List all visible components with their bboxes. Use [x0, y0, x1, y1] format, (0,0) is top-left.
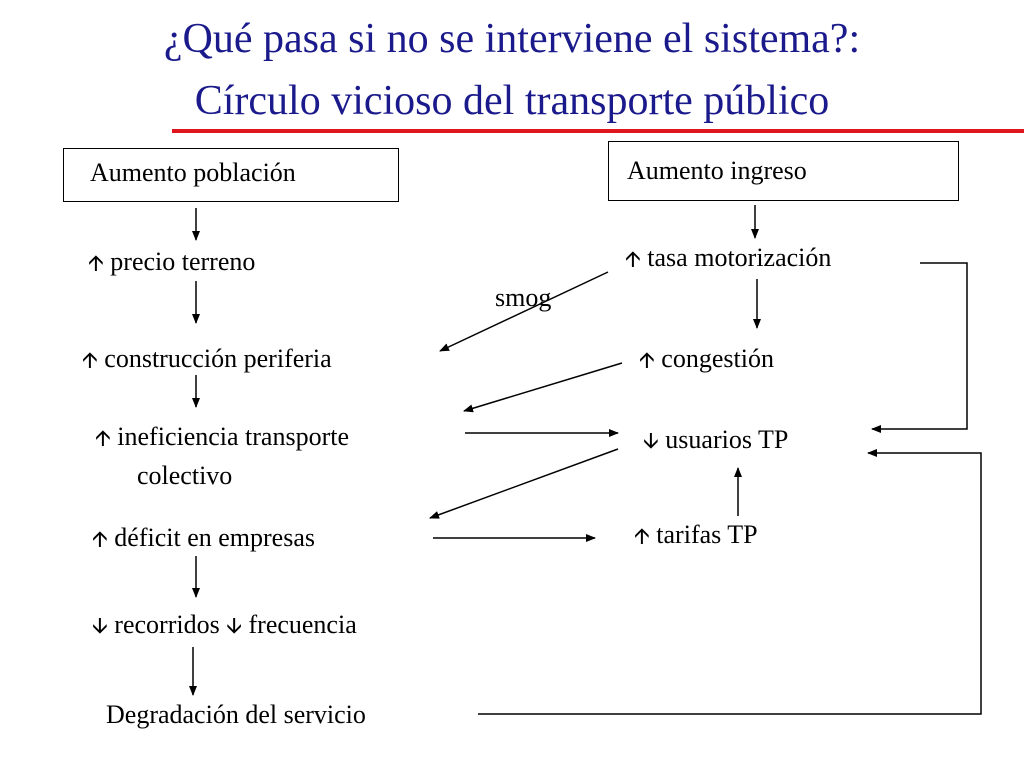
down-arrow-icon: 🡫 — [92, 614, 108, 639]
node-ineficiencia-label-line-2: colectivo — [137, 461, 233, 490]
node-degradacion-servicio: Degradación del servicio — [106, 700, 366, 729]
node-recorridos-label: recorridos — [114, 610, 220, 639]
up-arrow-icon: 🡩 — [95, 426, 111, 451]
down-arrow-icon: 🡫 — [226, 614, 242, 639]
up-arrow-icon: 🡩 — [82, 348, 98, 373]
arrow-motorizacion-to-usuarios — [872, 263, 967, 429]
node-construccion-periferia-label: construcción periferia — [104, 344, 332, 373]
node-tarifas-tp-label: tarifas TP — [656, 520, 758, 549]
node-precio-terreno-label: precio terreno — [110, 247, 256, 276]
up-arrow-icon: 🡩 — [88, 251, 104, 276]
slide-title-line-1: ¿Qué pasa si no se interviene el sistema?: — [163, 16, 861, 62]
down-arrow-icon: 🡫 — [643, 429, 659, 454]
node-tasa-motorizacion-label: tasa motorización — [647, 243, 832, 272]
arrow-motorizacion-to-construccion — [440, 272, 608, 351]
box-aumento-ingreso-label: Aumento ingreso — [627, 156, 807, 185]
arrow-congestion-to-ineficiencia — [464, 363, 622, 411]
node-usuarios-tp-label: usuarios TP — [665, 425, 789, 454]
arrow-usuarios-to-deficit — [430, 449, 618, 518]
up-arrow-icon: 🡩 — [625, 247, 641, 272]
box-aumento-poblacion-label: Aumento población — [90, 158, 296, 187]
up-arrow-icon: 🡩 — [634, 524, 650, 549]
node-deficit-empresas-label: déficit en empresas — [114, 523, 315, 552]
node-congestion-label: congestión — [661, 344, 774, 373]
up-arrow-icon: 🡩 — [92, 527, 108, 552]
slide-title-line-2: Círculo vicioso del transporte público — [194, 78, 830, 124]
node-ineficiencia-label-line-1: ineficiencia transporte — [117, 422, 350, 451]
node-smog: smog — [495, 283, 552, 312]
arrow-degradacion-to-usuarios — [478, 453, 981, 714]
up-arrow-icon: 🡩 — [639, 348, 655, 373]
node-frecuencia-label: frecuencia — [248, 610, 357, 639]
